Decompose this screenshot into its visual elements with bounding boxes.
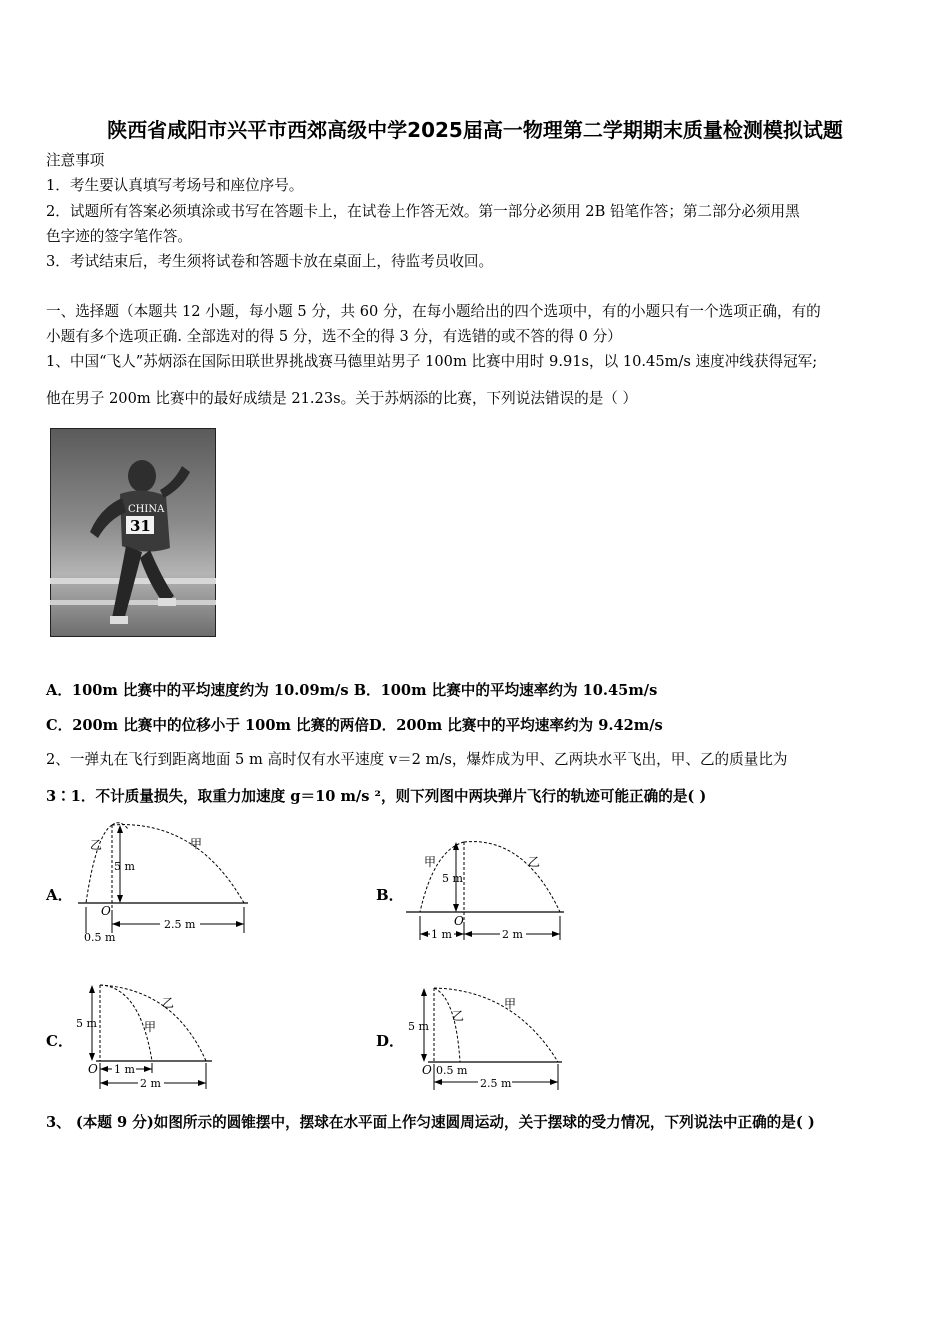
q2-stem-line2: 3∶1．不计质量损失，取重力加速度 g＝10 m/s ²，则下列图中两块弹片飞行的轨迹可能正确的是( ) <box>46 788 707 805</box>
b-height-label: 5 m <box>442 872 463 885</box>
section-instructions-line2: 小题有多个选项正确. 全部选对的得 5 分，选不全的得 3 分，有选错的或不答的得 0 分） <box>46 328 622 345</box>
c-near-label: 1 m <box>114 1063 135 1076</box>
q1-stem-line2: 他在男子 200m 比赛中的最好成绩是 21.23s。关于苏炳添的比赛，下列说法错误的是（ ） <box>46 390 638 407</box>
d-height-label: 5 m <box>408 1020 429 1033</box>
sprinter-photo <box>50 428 216 637</box>
a-left-label: 0.5 m <box>84 931 116 944</box>
section-instructions-line1: 一、选择题（本题共 12 小题，每小题 5 分，共 60 分，在每小题给出的四个选项中，有的小题只有一个选项正确，有的 <box>46 303 821 320</box>
notice-item-3: 3．考试结束后，考生须将试卷和答题卡放在桌面上，待监考员收回。 <box>46 253 494 270</box>
d-jia-label: 甲 <box>504 997 517 1011</box>
notice-item-2: 2．试题所有答案必须填涂或书写在答题卡上，在试卷上作答无效。第一部分必须用 2B 铅笔作答；第二部分必须用黑 <box>46 203 800 220</box>
a-yi-label: 乙 <box>90 838 103 852</box>
notice-item-2-cont: 色字迹的签字笔作答。 <box>46 228 192 245</box>
c-yi-label: 乙 <box>162 996 175 1010</box>
q3-stem-line1: 3、 (本题 9 分)如图所示的圆锥摆中，摆球在水平面上作匀速圆周运动，关于摆球的受力情况，下列说法中正确的是( ) <box>46 1114 815 1131</box>
q2-option-c-diagram <box>74 975 224 1093</box>
page-title: 陕西省咸阳市兴平市西郊高级中学2025届高一物理第二学期期末质量检测模拟试题 <box>107 118 843 142</box>
bib-number-text: 31 <box>130 517 151 535</box>
q2-option-b-label: B． <box>376 886 404 904</box>
q1-stem-line1: 1、中国“飞人”苏炳添在国际田联世界挑战赛马德里站男子 100m 比赛中用时 9.91s，以 10.45m/s 速度冲线获得冠军; <box>46 353 818 370</box>
d-far-label: 2.5 m <box>480 1077 512 1090</box>
c-origin-label: O <box>88 1062 98 1076</box>
b-origin-label: O <box>454 914 464 928</box>
a-right-label: 2.5 m <box>164 918 196 931</box>
a-jia-label: 甲 <box>190 837 203 851</box>
notice-item-1: 1．考生要认真填写考场号和座位序号。 <box>46 177 304 194</box>
q2-option-a-diagram <box>76 815 256 945</box>
q2-option-c-label: C． <box>46 1032 73 1050</box>
d-yi-label: 乙 <box>452 1009 465 1023</box>
q1-options-ab: A．100m 比赛中的平均速度约为 10.09m/s B．100m 比赛中的平均速率约为 10.45m/s <box>46 682 658 699</box>
b-yi-label: 乙 <box>528 855 541 869</box>
d-origin-label: O <box>422 1063 432 1077</box>
a-height-label: 5 m <box>114 860 135 873</box>
q2-option-a-label: A． <box>46 886 73 904</box>
b-left-label: 1 m <box>431 928 452 941</box>
q2-option-b-diagram <box>404 830 569 945</box>
b-jia-label: 甲 <box>424 855 437 869</box>
c-far-label: 2 m <box>140 1077 161 1090</box>
bib-country-text: CHINA <box>128 504 165 515</box>
c-height-label: 5 m <box>76 1017 97 1030</box>
b-right-label: 2 m <box>502 928 523 941</box>
c-jia-label: 甲 <box>144 1020 157 1034</box>
q1-options-cd: C．200m 比赛中的位移小于 100m 比赛的两倍D．200m 比赛中的平均速率约为 9.42m/s <box>46 717 663 734</box>
notice-heading: 注意事项 <box>46 152 105 169</box>
q2-option-d-diagram <box>404 978 569 1096</box>
d-near-label: 0.5 m <box>436 1064 468 1077</box>
q2-stem-line1: 2、一弹丸在飞行到距离地面 5 m 高时仅有水平速度 v＝2 m/s，爆炸成为甲、乙两块水平飞出，甲、乙的质量比为 <box>46 751 788 768</box>
a-origin-label: O <box>101 904 111 918</box>
q2-option-d-label: D． <box>376 1032 405 1050</box>
